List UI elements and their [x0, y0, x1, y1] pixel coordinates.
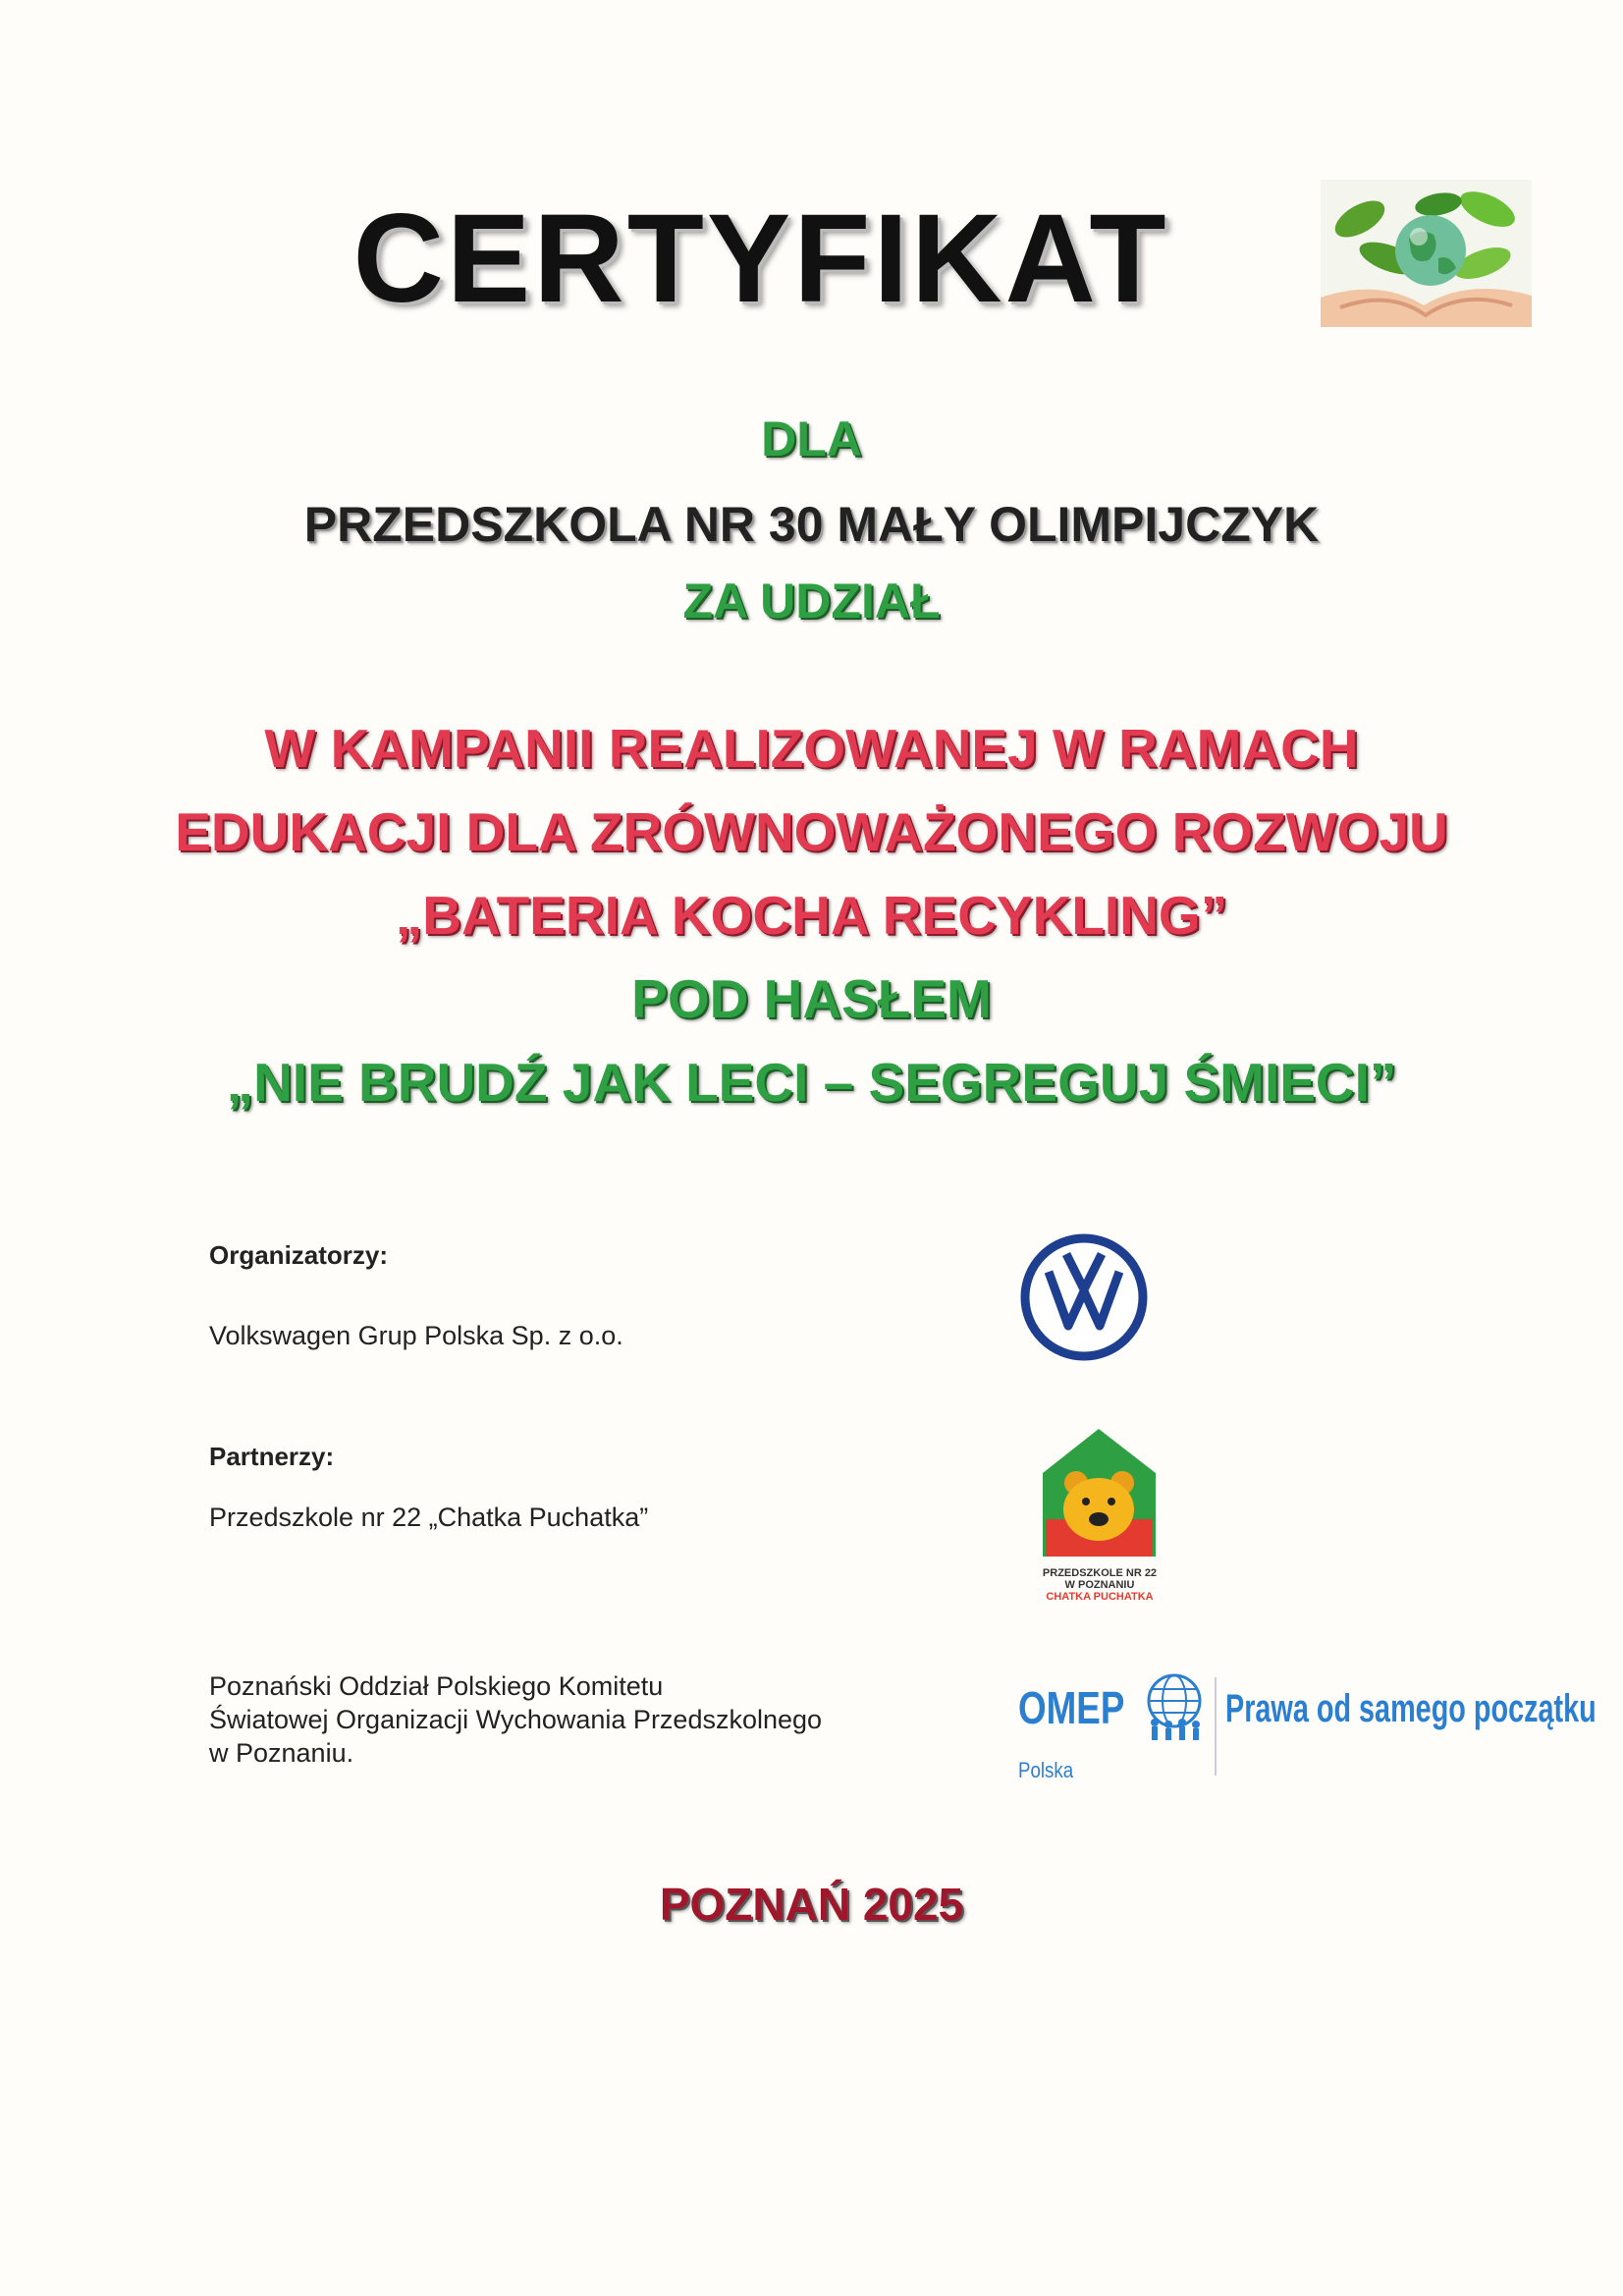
omep-slogan: Prawa od samego początku	[1225, 1687, 1596, 1730]
slogan-text: „NIE BRUDŹ JAK LECI – SEGREGUJ ŚMIECI”	[226, 1052, 1397, 1113]
place-and-year: POZNAŃ 2025	[659, 1879, 964, 1930]
partners-label: Partnerzy:	[209, 1442, 335, 1471]
partner-chatka-puchatka: Przedszkole nr 22 „Chatka Puchatka”	[209, 1503, 649, 1532]
campaign-name: „BATERIA KOCHA RECYKLING”	[395, 885, 1228, 946]
omep-logo-subtitle: Polska	[1018, 1758, 1074, 1782]
omep-line-2: Światowej Organizacji Wychowania Przedszkolnego	[209, 1705, 823, 1734]
slogan-label: POD HASŁEM	[631, 968, 992, 1029]
partner-omep	[209, 1669, 822, 1770]
omep-globe-icon	[1139, 1669, 1210, 1748]
campaign-line-1: W KAMPANII REALIZOWANEJ W RAMACH	[264, 718, 1359, 779]
omep-divider	[1215, 1677, 1217, 1776]
chatka-logo-line-1: PRZEDSZKOLE NR 22	[1042, 1567, 1158, 1579]
heading-dla: DLA	[761, 411, 862, 466]
certificate-title: CERTYFIKAT	[352, 189, 1169, 329]
organizers-label: Organizatorzy:	[209, 1240, 389, 1270]
organizer-name: Volkswagen Grup Polska Sp. z o.o.	[209, 1321, 623, 1350]
omep-line-3: w Poznaniu.	[209, 1738, 354, 1768]
chatka-logo-text	[1021, 1567, 1178, 1603]
heading-za-udzial: ZA UDZIAŁ	[682, 574, 941, 629]
campaign-line-2: EDUKACJI DLA ZRÓWNOWAŻONEGO ROZWOJU	[175, 801, 1448, 862]
vw-logo-icon	[1019, 1232, 1149, 1362]
omep-logo-text: OMEP	[1018, 1682, 1125, 1733]
globe-in-hands-image	[1321, 180, 1532, 327]
chatka-logo-line-3: CHATKA PUCHATKA	[1046, 1591, 1154, 1603]
chatka-puchatka-logo-icon	[1043, 1429, 1156, 1557]
chatka-logo-line-2: W POZNANIU	[1064, 1579, 1135, 1591]
omep-line-1: Poznański Oddział Polskiego Komitetu	[209, 1671, 664, 1701]
recipient-name: PRZEDSZKOLA NR 30 MAŁY OLIMPIJCZYK	[303, 497, 1320, 552]
